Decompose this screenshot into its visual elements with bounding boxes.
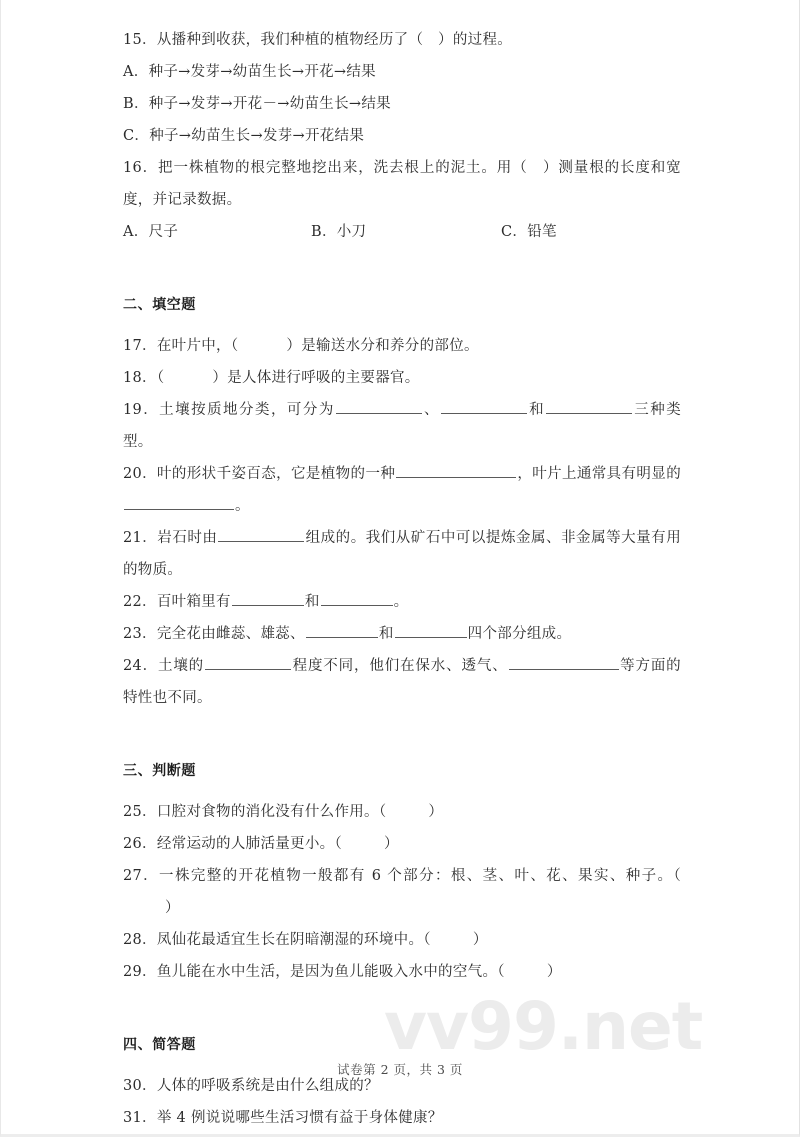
section-heading-short-answer: 四、简答题: [123, 1037, 196, 1053]
question-18: [123, 362, 681, 394]
question-27-text: 27．一株完整的开花植物一般都有 6 个部分：根、茎、叶、花、果实、种子。（: [123, 868, 681, 884]
question-16-options: [123, 216, 681, 248]
question-28-text: 28．凤仙花最适宜生长在阴暗潮湿的环境中。（: [123, 932, 431, 948]
question-24-blank-1[interactable]: [205, 654, 291, 670]
question-15-stem: 15．从播种到收获，我们种植的植物经历了（ ）的过程。: [123, 32, 513, 48]
question-27: [123, 860, 681, 924]
question-21: [123, 522, 681, 586]
question-25: [123, 796, 681, 828]
question-15-option-c[interactable]: C．种子→幼苗生长→发芽→开花结果: [123, 128, 365, 144]
watermark: vv99.net: [384, 988, 703, 1065]
question-22-text-1: 22．百叶箱里有: [123, 594, 231, 610]
page-content: [1, 0, 799, 1134]
question-28-paren-close: ）: [472, 932, 488, 948]
question-30: 30．人体的呼吸系统是由什么组成的？: [123, 1078, 379, 1094]
question-29-text: 29．鱼儿能在水中生活，是因为鱼儿能吸入水中的空气。（: [123, 964, 505, 980]
question-24-text-2: 程度不同，他们在保水、透气、: [292, 658, 508, 674]
question-17-text-pre: 17．在叶片中，（: [123, 338, 239, 354]
question-24: [123, 650, 681, 714]
question-24-text-1: 24．土壤的: [123, 658, 205, 674]
question-31: 31．举 4 例说说哪些生活习惯有益于身体健康？: [123, 1110, 443, 1126]
question-19-text-1: 19．土壤按质地分类，可分为: [123, 402, 335, 418]
question-24-text-3: 等方面的特性也不同。: [123, 658, 681, 706]
question-16-option-a[interactable]: A．尺子: [123, 224, 179, 240]
question-15-option-a[interactable]: A．种子→发芽→幼苗生长→开花→结果: [123, 64, 376, 80]
question-16-option-c[interactable]: C．铅笔: [501, 224, 557, 240]
question-20: [123, 458, 681, 522]
question-29: [123, 956, 681, 988]
question-22-blank-2[interactable]: [321, 590, 393, 606]
question-16-option-b[interactable]: B．小刀: [311, 224, 367, 240]
question-22-blank-1[interactable]: [232, 590, 304, 606]
question-27-paren-close: ）: [165, 900, 180, 916]
question-20-text-3: 。: [235, 498, 250, 514]
question-22: [123, 586, 681, 618]
question-17: [123, 330, 681, 362]
question-26-text: 26．经常运动的人肺活量更小。（: [123, 836, 342, 852]
question-28: [123, 924, 681, 956]
question-20-blank-2[interactable]: [124, 494, 234, 510]
question-29-paren-close: ）: [546, 964, 562, 980]
question-20-blank-1[interactable]: [396, 462, 516, 478]
question-19: [123, 394, 681, 458]
question-23-blank-2[interactable]: [395, 622, 467, 638]
question-16-stem: 16．把一株植物的根完整地挖出来，洗去根上的泥土。用（ ）测量根的长度和宽度，并记录数据。: [123, 160, 681, 208]
question-20-text-1: 20．叶的形状千姿百态，它是植物的一种: [123, 466, 396, 482]
section-heading-true-false: 三、判断题: [123, 763, 196, 779]
question-18-text-post: ）是人体进行呼吸的主要器官。: [212, 370, 420, 386]
question-18-text-pre: 18．（: [123, 370, 165, 386]
question-21-blank-1[interactable]: [218, 526, 304, 542]
question-17-text-post: ）是输送水分和养分的部位。: [286, 338, 479, 354]
question-26-paren-close: ）: [384, 836, 399, 852]
question-25-paren-close: ）: [428, 804, 444, 820]
question-19-text-3: 和: [527, 402, 546, 418]
question-21-text-2: 组成的。我们从矿石中可以提炼金属、非金属等大量有用的物质。: [123, 530, 681, 578]
page-footer: 试卷第 2 页，共 3 页: [337, 1062, 463, 1077]
question-20-text-2: ，叶片上通常具有明显的: [517, 466, 681, 482]
question-23-text-3: 四个部分组成。: [467, 626, 572, 642]
question-19-blank-1[interactable]: [336, 398, 422, 414]
question-21-text-1: 21．岩石时由: [123, 530, 218, 546]
question-23-blank-1[interactable]: [306, 622, 378, 638]
question-23: [123, 618, 681, 650]
question-15-option-b[interactable]: B．种子→发芽→开花－→幼苗生长→结果: [123, 96, 391, 112]
question-19-blank-3[interactable]: [546, 398, 632, 414]
section-heading-fill-in-blank: 二、填空题: [123, 297, 196, 313]
question-24-blank-2[interactable]: [509, 654, 619, 670]
question-25-text: 25．口腔对食物的消化没有什么作用。（: [123, 804, 387, 820]
question-23-text-1: 23．完全花由雌蕊、雄蕊、: [123, 626, 305, 642]
question-22-text-3: 。: [393, 594, 409, 610]
question-23-text-2: 和: [378, 626, 394, 642]
question-19-text-2: 、: [422, 402, 440, 418]
question-22-text-2: 和: [304, 594, 320, 610]
question-19-text-4: 三种类型。: [123, 402, 681, 450]
question-26: [123, 828, 681, 860]
question-19-blank-2[interactable]: [441, 398, 527, 414]
